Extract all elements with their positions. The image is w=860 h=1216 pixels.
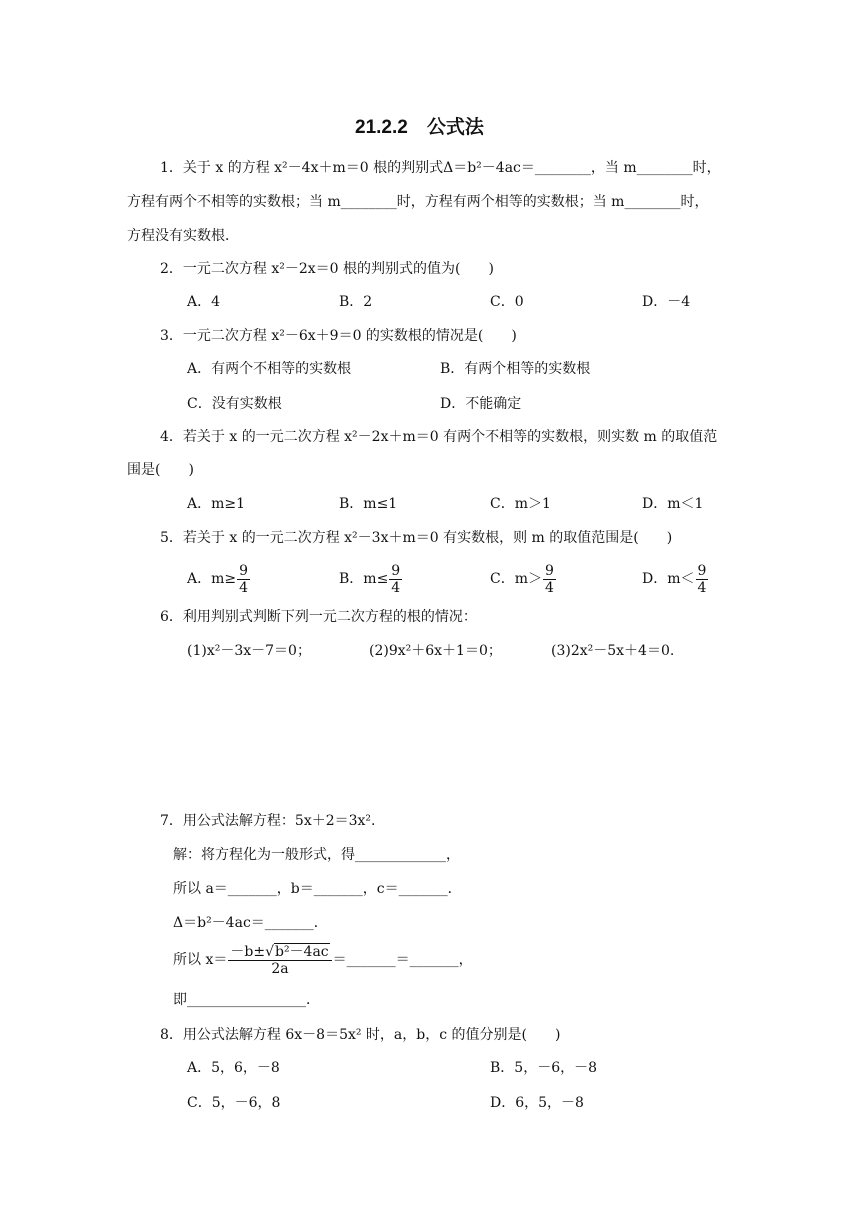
q4-option-d: D．m＜1 bbox=[642, 496, 704, 512]
q6-stem: 6．利用判别式判断下列一元二次方程的根的情况： bbox=[160, 609, 477, 625]
q8-option-d: D．6，5，－8 bbox=[490, 1095, 584, 1111]
q7-step-1: 解：将方程化为一般形式，得_____________， bbox=[173, 847, 460, 863]
formula-denominator: 2a bbox=[271, 960, 289, 977]
q1-line3: 方程没有实数根． bbox=[127, 228, 239, 244]
q7-step-4-prefix: 所以 x＝ bbox=[173, 952, 228, 968]
q2-stem: 2．一元二次方程 x²－2x＝0 根的判别式的值为( ) bbox=[160, 261, 494, 277]
q5-option-a-label: A．m≥ bbox=[187, 571, 237, 587]
formula-numerator-lead: －b± bbox=[230, 943, 266, 960]
q4-line2: 围是( ) bbox=[127, 462, 194, 478]
q5-option-c-label: C．m＞ bbox=[490, 571, 542, 587]
fraction bbox=[696, 563, 709, 596]
fraction-numerator: 9 bbox=[239, 562, 249, 579]
q7-stem: 7．用公式法解方程：5x＋2＝3x². bbox=[160, 813, 376, 829]
q5-option-b-label: B．m≤ bbox=[339, 571, 389, 587]
quadratic-formula bbox=[228, 944, 331, 977]
fraction bbox=[543, 563, 556, 596]
q7-step-3: Δ＝b²－4ac＝_______． bbox=[173, 915, 328, 931]
fraction-numerator: 9 bbox=[391, 562, 401, 579]
page-title: 21.2.2 公式法 bbox=[355, 117, 484, 138]
q5-option-c bbox=[490, 561, 557, 597]
fraction-numerator: 9 bbox=[697, 562, 707, 579]
q3-option-c: C．没有实数根 bbox=[187, 396, 282, 412]
q4-option-a: A．m≥1 bbox=[187, 496, 246, 512]
q1-line1: 1．关于 x 的方程 x²－4x＋m＝0 根的判别式Δ＝b²－4ac＝________，当 m________时， bbox=[160, 160, 721, 176]
fraction-denominator: 4 bbox=[697, 579, 707, 596]
q7-step-4 bbox=[173, 941, 473, 979]
q2-option-c: C．0 bbox=[490, 294, 524, 310]
q8-option-a: A．5，6，－8 bbox=[187, 1060, 280, 1076]
fraction-numerator: 9 bbox=[545, 562, 554, 579]
q7-step-2: 所以 a＝_______，b＝_______，c＝_______． bbox=[173, 881, 462, 897]
q6-part-3: (3)2x²－5x＋4＝0. bbox=[551, 643, 675, 659]
q8-option-b: B．5，－6，－8 bbox=[490, 1060, 598, 1076]
q2-option-b: B．2 bbox=[339, 294, 373, 310]
q6-part-2: (2)9x²＋6x＋1＝0； bbox=[369, 643, 502, 659]
fraction-denominator: 4 bbox=[545, 579, 554, 596]
fraction bbox=[389, 563, 402, 596]
q5-option-d bbox=[642, 561, 709, 597]
q4-option-b: B．m≤1 bbox=[339, 496, 398, 512]
q4-line1: 4．若关于 x 的一元二次方程 x²－2x＋m＝0 有两个不相等的实数根，则实数 m 的取值范 bbox=[160, 429, 718, 445]
fraction-denominator: 4 bbox=[391, 579, 401, 596]
sqrt-icon: √ bbox=[265, 943, 274, 960]
q8-stem: 8．用公式法解方程 6x－8＝5x² 时，a，b，c 的值分别是( ) bbox=[160, 1027, 561, 1043]
fraction-denominator: 4 bbox=[239, 579, 249, 596]
fraction bbox=[237, 563, 250, 596]
q3-option-d: D．不能确定 bbox=[440, 396, 522, 412]
q7-step-4-suffix: ＝_______＝_______， bbox=[332, 952, 473, 968]
q3-stem: 3．一元二次方程 x²－6x＋9＝0 的实数根的情况是( ) bbox=[160, 328, 517, 344]
formula-numerator bbox=[228, 944, 331, 961]
q7-step-5: 即_________________． bbox=[173, 992, 320, 1008]
q2-option-d: D．－4 bbox=[642, 294, 691, 310]
formula-radicand: b²－4ac bbox=[274, 943, 329, 960]
q2-option-a: A．4 bbox=[187, 294, 221, 310]
q5-option-a bbox=[187, 561, 251, 597]
q1-line2: 方程有两个不相等的实数根；当 m________时，方程有两个相等的实数根；当 m________时， bbox=[127, 194, 709, 210]
q6-part-1: (1)x²－3x－7＝0； bbox=[187, 643, 311, 659]
q4-option-c: C．m＞1 bbox=[490, 496, 551, 512]
q8-option-c: C．5，－6，8 bbox=[187, 1095, 281, 1111]
q5-option-d-label: D．m＜ bbox=[642, 571, 695, 587]
q5-stem: 5．若关于 x 的一元二次方程 x²－3x＋m＝0 有实数根，则 m 的取值范围是( ) bbox=[160, 530, 673, 546]
q3-option-a: A．有两个不相等的实数根 bbox=[187, 361, 352, 377]
q5-option-b bbox=[339, 561, 403, 597]
q3-option-b: B．有两个相等的实数根 bbox=[440, 361, 591, 377]
